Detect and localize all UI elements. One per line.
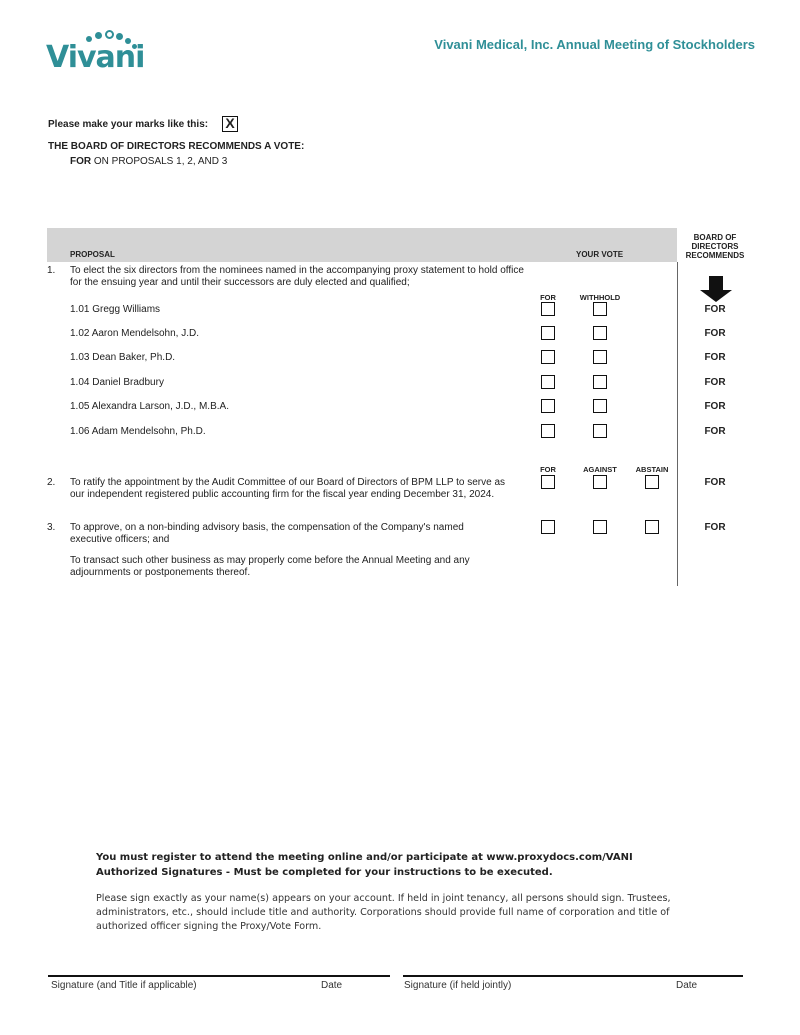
nominee-label: 1.02 Aaron Mendelsohn, J.D. — [70, 328, 199, 339]
against-column-header: AGAINST — [583, 465, 617, 474]
nominee-5-recommendation: FOR — [704, 401, 726, 412]
sample-mark-box: X — [222, 116, 238, 132]
marks-instruction: Please make your marks like this: — [48, 119, 209, 130]
signature-2-line[interactable] — [403, 975, 743, 977]
nominee-2-recommendation: FOR — [704, 328, 726, 339]
register-online-notice: You must register to attend the meeting online and/or participate at www.proxydocs.com/VANI — [96, 852, 633, 863]
proposal-2-abstain-checkbox[interactable] — [645, 475, 659, 489]
board-recommendation-detail — [70, 156, 227, 167]
vivani-logo — [46, 30, 146, 76]
proposal-2-recommendation: FOR — [704, 477, 726, 488]
nominee-1-for-checkbox[interactable] — [541, 302, 555, 316]
nominee-4-withhold-checkbox[interactable] — [593, 375, 607, 389]
board-recommends-column-header — [682, 233, 748, 260]
nominee-label: 1.06 Adam Mendelsohn, Ph.D. — [70, 426, 206, 437]
nominee-3-for-checkbox[interactable] — [541, 350, 555, 364]
proposal-3-for-checkbox[interactable] — [541, 520, 555, 534]
logo-dot — [105, 30, 114, 39]
for-column-header: FOR — [540, 293, 556, 302]
proposal-1-text: To elect the six directors from the nominees named in the accompanying proxy statement to hold office for the ensuing year and until their successors are duly elected and qualified; — [70, 265, 524, 288]
signature-1-label: Signature (and Title if applicable) — [51, 980, 197, 991]
for-word: FOR — [70, 156, 92, 167]
nominee-6-recommendation: FOR — [704, 426, 726, 437]
signing-instructions: Please sign exactly as your name(s) appears on your account. If held in joint tenancy, all persons should sign. Trustees, administrators, etc., should include title and authority. Corporations should provide full name of corporation and title of authorized officer signing the Proxy/Vote Form. — [96, 893, 671, 932]
logo-dot — [116, 33, 123, 40]
nominee-2-for-checkbox[interactable] — [541, 326, 555, 340]
proposal-3-against-checkbox[interactable] — [593, 520, 607, 534]
date-1-label: Date — [321, 980, 343, 991]
nominee-1-recommendation: FOR — [704, 304, 726, 315]
your-vote-column-header: YOUR VOTE — [576, 250, 624, 259]
signature-2-label: Signature (if held jointly) — [404, 980, 512, 991]
proposal-3-abstain-checkbox[interactable] — [645, 520, 659, 534]
nominee-6-for-checkbox[interactable] — [541, 424, 555, 438]
meeting-title: Vivani Medical, Inc. Annual Meeting of Stockholders — [434, 37, 755, 52]
nominee-3-withhold-checkbox[interactable] — [593, 350, 607, 364]
nominee-4-for-checkbox[interactable] — [541, 375, 555, 389]
down-arrow-icon — [700, 276, 732, 302]
nominee-5-for-checkbox[interactable] — [541, 399, 555, 413]
board-header-line: BOARD OF — [693, 233, 737, 242]
authorized-signatures-notice: Authorized Signatures - Must be completed for your instructions to be executed. — [96, 867, 553, 878]
nominee-3-recommendation: FOR — [704, 352, 726, 363]
board-recommendation-heading: THE BOARD OF DIRECTORS RECOMMENDS A VOTE: — [48, 141, 305, 152]
withhold-column-header: WITHHOLD — [579, 293, 621, 302]
proposal-2-for-checkbox[interactable] — [541, 475, 555, 489]
for-column-header: FOR — [540, 465, 556, 474]
abstain-column-header: ABSTAIN — [635, 465, 669, 474]
nominee-4-recommendation: FOR — [704, 377, 726, 388]
logo-dot — [95, 32, 102, 39]
logo-wordmark: Vivani — [46, 40, 145, 75]
nominee-label: 1.04 Daniel Bradbury — [70, 377, 164, 388]
proposal-3-recommendation: FOR — [704, 522, 726, 533]
proposal-2-against-checkbox[interactable] — [593, 475, 607, 489]
nominee-6-withhold-checkbox[interactable] — [593, 424, 607, 438]
for-proposals-text: ON PROPOSALS 1, 2, AND 3 — [91, 156, 228, 167]
board-header-line: DIRECTORS — [691, 242, 739, 251]
nominee-label: 1.01 Gregg Williams — [70, 304, 161, 315]
nominee-2-withhold-checkbox[interactable] — [593, 326, 607, 340]
proposal-2-number: 2. — [47, 477, 56, 488]
other-business-text: To transact such other business as may properly come before the Annual Meeting and any adjournments or postponements thereof. — [70, 555, 470, 578]
signature-1-line[interactable] — [48, 975, 390, 977]
column-divider — [677, 262, 678, 586]
proposal-column-header: PROPOSAL — [70, 250, 115, 259]
proposal-1-number: 1. — [47, 265, 56, 276]
nominee-label: 1.05 Alexandra Larson, J.D., M.B.A. — [70, 401, 229, 412]
nominee-5-withhold-checkbox[interactable] — [593, 399, 607, 413]
date-2-label: Date — [676, 980, 698, 991]
proposal-2-text: To ratify the appointment by the Audit Committee of our Board of Directors of BPM LLP to serve as our independent registered public accounting firm for the fiscal year ending December 31, 2024. — [70, 477, 506, 500]
proposal-3-text: To approve, on a non-binding advisory basis, the compensation of the Company's named executive officers; and — [70, 522, 464, 545]
nominee-1-withhold-checkbox[interactable] — [593, 302, 607, 316]
board-header-line: RECOMMENDS — [685, 251, 745, 260]
proposal-3-number: 3. — [47, 522, 56, 533]
nominee-label: 1.03 Dean Baker, Ph.D. — [70, 352, 176, 363]
